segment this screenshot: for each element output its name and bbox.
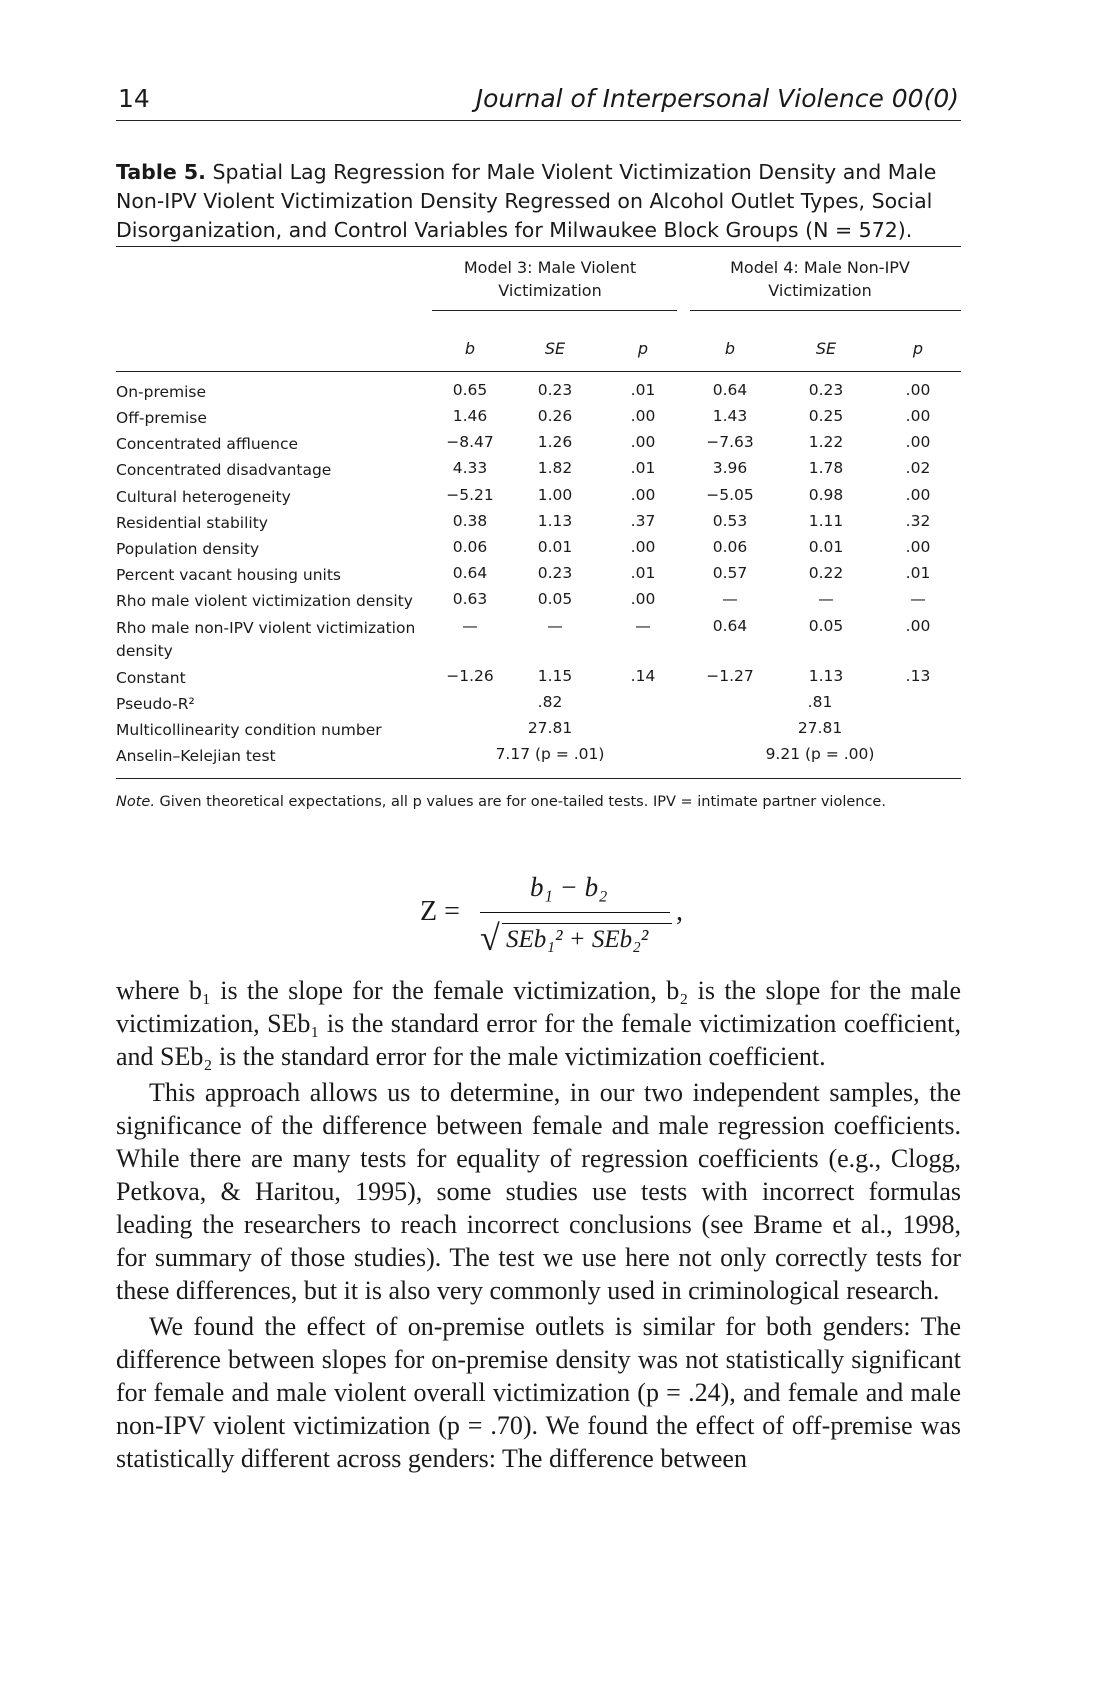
paragraph: This approach allows us to determine, in our two independent samples, the significance of the difference between female and male regression coefficients. While there are many tests for equality of regression coefficients (e.g., Clogg, Petkova, & Haritou, 1995), some studies use tests with incorrect formulas leading the researchers to reach incorrect conclusions (see Brame et al., 1998, for summary of those studies). The test we use here not only correctly tests for these differences, but it is also very commonly used in criminological research. [116, 1078, 961, 1305]
col-header-b: b [724, 339, 736, 358]
cell: 0.38 [452, 512, 488, 530]
model3-summary-value: .82 [537, 693, 563, 711]
page-number: 14 [118, 84, 150, 113]
table-row [116, 459, 961, 483]
cell: −5.05 [706, 486, 754, 504]
paragraph: where b₁ is the slope for the female victimization, b₂ is the slope for the male victimization, SEb₁ is the standard error for the female victimization coefficient, and SEb₂ is the standard error for the male victimization coefficient. [116, 976, 961, 1071]
table-row [116, 590, 961, 614]
cell: .01 [630, 564, 656, 582]
cell: 1.26 [537, 433, 573, 451]
square-root-icon: √ [480, 918, 500, 958]
cell: — [722, 590, 738, 608]
table-row [116, 512, 961, 536]
table-caption-text: Spatial Lag Regression for Male Violent Victimization Density and Male Non-IPV Violent Victimization Density Regressed on Alcohol Outlet Types, Social Disorganization, and Control Variables for Milwaukee Block Groups (N = 572). [116, 160, 937, 242]
cell: 1.46 [452, 407, 488, 425]
cell: .01 [630, 459, 656, 477]
cell: .00 [630, 590, 656, 608]
cell: .00 [630, 407, 656, 425]
cell: .00 [630, 538, 656, 556]
cell: 1.13 [808, 667, 844, 685]
table-row [116, 538, 961, 562]
cell: 0.26 [537, 407, 573, 425]
cell: 0.57 [712, 564, 748, 582]
cell: .01 [905, 564, 931, 582]
row-label: Concentrated affluence [116, 435, 299, 453]
cell: 1.13 [537, 512, 573, 530]
cell: 0.01 [808, 538, 844, 556]
summary-row [116, 693, 961, 717]
cell: .02 [905, 459, 931, 477]
paragraph: We found the effect of on-premise outlets is similar for both genders: The difference between slopes for on-premise density was not statistically significant for female and male violent overall victimization (p = .24), and female and male non-IPV violent victimization (p = .70). We found the effect of off-premise was statistically different across genders: The difference between [116, 1312, 961, 1473]
col-header-se: SE [815, 339, 837, 358]
row-label: Off-premise [116, 409, 207, 427]
cell: — [910, 590, 926, 608]
cell: 0.06 [452, 538, 488, 556]
cell: 0.23 [808, 381, 844, 399]
cell: .00 [905, 617, 931, 635]
note-text: Given theoretical expectations, all p values are for one-tailed tests. IPV = intimate partner violence. [159, 794, 886, 810]
table-row [116, 407, 961, 431]
cell: — [635, 617, 651, 635]
formula-denominator: SEb₁² + SEb₂² [506, 926, 649, 953]
row-label: Rho male violent victimization density [116, 592, 413, 610]
col-header-se: SE [544, 339, 566, 358]
cell: — [547, 617, 563, 635]
table-row [116, 381, 961, 405]
cell: −1.26 [446, 667, 494, 685]
col-header-p: p [912, 339, 924, 358]
summary-row [116, 719, 961, 743]
cell: 0.22 [808, 564, 844, 582]
cell: .00 [630, 433, 656, 451]
table-row [116, 617, 961, 665]
row-label: Residential stability [116, 514, 268, 532]
cell: 0.65 [452, 381, 488, 399]
model3-summary-value: 7.17 (p = .01) [495, 745, 605, 763]
row-label: Cultural heterogeneity [116, 488, 291, 506]
table-caption [116, 158, 961, 245]
cell: 0.06 [712, 538, 748, 556]
model3-underline [432, 310, 677, 311]
table-row [116, 486, 961, 510]
formula-lhs: Z = [420, 896, 460, 927]
cell: 0.64 [712, 617, 748, 635]
model4-summary-value: .81 [807, 693, 833, 711]
cell: 0.25 [808, 407, 844, 425]
model4-summary-value: 27.81 [797, 719, 843, 737]
col-header-b: b [464, 339, 476, 358]
cell: 0.64 [712, 381, 748, 399]
cell: 0.23 [537, 381, 573, 399]
cell: −8.47 [446, 433, 494, 451]
cell: −7.63 [706, 433, 754, 451]
cell: .00 [905, 486, 931, 504]
model4-underline [690, 310, 961, 311]
body-text [116, 974, 961, 1475]
cell: 0.64 [452, 564, 488, 582]
model4-summary-value: 9.21 (p = .00) [765, 745, 875, 763]
summary-label: Pseudo-R² [116, 695, 195, 713]
cell: 0.23 [537, 564, 573, 582]
cell: 1.22 [808, 433, 844, 451]
table-bottom-rule [116, 778, 961, 779]
row-label: On-premise [116, 383, 207, 401]
cell: −1.27 [706, 667, 754, 685]
cell: 0.05 [808, 617, 844, 635]
cell: 0.63 [452, 590, 488, 608]
cell: 3.96 [712, 459, 748, 477]
table-row [116, 433, 961, 457]
summary-row [116, 745, 961, 769]
model3-header: Model 3: Male Violent Victimization [463, 258, 637, 300]
z-test-formula [420, 872, 700, 968]
cell: −5.21 [446, 486, 494, 504]
cell: .14 [630, 667, 656, 685]
table-row [116, 667, 961, 691]
table-row [116, 564, 961, 588]
journal-name: Journal of Interpersonal Violence 00(0) [475, 84, 959, 113]
cell: .00 [905, 538, 931, 556]
row-label: Concentrated disadvantage [116, 461, 332, 479]
model3-summary-value: 27.81 [527, 719, 573, 737]
cell: .01 [630, 381, 656, 399]
running-head [116, 84, 961, 121]
cell: .00 [905, 433, 931, 451]
cell: .00 [630, 486, 656, 504]
row-label: Population density [116, 540, 260, 558]
cell: .00 [905, 407, 931, 425]
column-header-rule [116, 371, 961, 372]
cell: 1.82 [537, 459, 573, 477]
row-label: Percent vacant housing units [116, 566, 341, 584]
note-label: Note. [116, 794, 155, 810]
table-top-rule [116, 246, 961, 247]
radical-bar [502, 923, 672, 924]
col-header-p: p [637, 339, 649, 358]
cell: 0.98 [808, 486, 844, 504]
cell: 0.53 [712, 512, 748, 530]
cell: 0.05 [537, 590, 573, 608]
fraction-bar [480, 912, 670, 913]
cell: 4.33 [452, 459, 488, 477]
cell: 1.43 [712, 407, 748, 425]
cell: 1.15 [537, 667, 573, 685]
cell: .00 [905, 381, 931, 399]
model4-header: Model 4: Male Non-IPV Victimization [730, 258, 910, 300]
cell: 1.00 [537, 486, 573, 504]
cell: — [462, 617, 478, 635]
cell: 0.01 [537, 538, 573, 556]
table-label: Table 5. [116, 160, 206, 184]
summary-label: Multicollinearity condition number [116, 721, 382, 739]
table-note [116, 794, 961, 810]
row-label: Rho male non-IPV violent victimization density [116, 619, 416, 660]
formula-comma: , [676, 896, 683, 927]
formula-numerator: b₁ − b₂ [530, 872, 608, 902]
cell: — [818, 590, 834, 608]
cell: .32 [905, 512, 931, 530]
cell: .37 [630, 512, 656, 530]
row-label: Constant [116, 669, 186, 687]
summary-label: Anselin–Kelejian test [116, 747, 276, 765]
cell: 1.11 [808, 512, 844, 530]
cell: .13 [905, 667, 931, 685]
cell: 1.78 [808, 459, 844, 477]
